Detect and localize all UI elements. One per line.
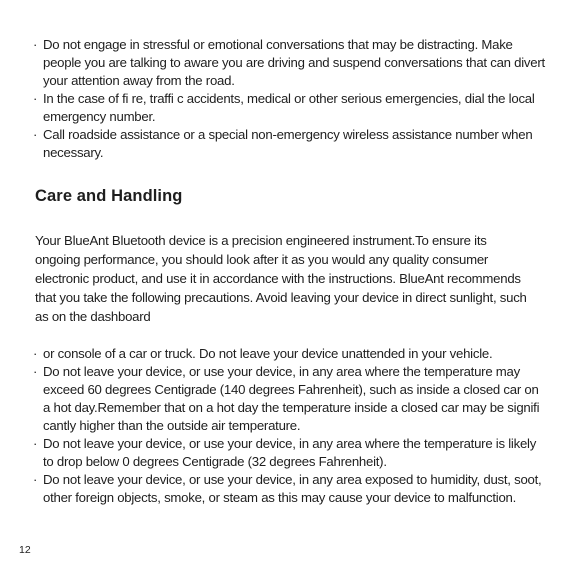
bullet-item: [33, 126, 548, 162]
bullet-dot: ·: [33, 436, 38, 451]
bullet-item: [33, 36, 548, 90]
bullet-text: Call roadside assistance or a special non-emergency wireless assistance number when necessary.: [43, 127, 533, 160]
bullet-text: or console of a car or truck. Do not leave your device unattended in your vehicle.: [43, 346, 493, 361]
bullet-dot: ·: [33, 364, 38, 379]
bullet-dot: ·: [33, 37, 38, 52]
bullet-dot: ·: [33, 91, 38, 106]
bullet-text: In the case of fi re, traffi c accidents, medical or other serious emergencies, dial the local emergency number.: [43, 91, 535, 124]
section-paragraph: Your BlueAnt Bluetooth device is a precision engineered instrument.To ensure its ongoing performance, you should look after it as you would any quality consumer electronic product, and use it in accordance with the instructions. BlueAnt recommends that you take the following precautions. Avoid leaving your device in direct sunlight, such as on the dashboard: [35, 233, 527, 324]
bullet-dot: ·: [33, 346, 38, 361]
safety-bullet-list: [33, 36, 548, 162]
bullet-dot: ·: [33, 472, 38, 487]
bullet-text: Do not engage in stressful or emotional conversations that may be distracting. Make people you are talking to aware you are driving and suspend conversations that can divert your attention away from the road.: [43, 37, 545, 88]
bullet-text: Do not leave your device, or use your device, in any area where the temperature is likely to drop below 0 degrees Centigrade (32 degrees Fahrenheit).: [43, 436, 537, 469]
section-heading: Care and Handling: [35, 187, 183, 205]
page-number: 12: [19, 544, 31, 556]
bullet-dot: ·: [33, 127, 38, 142]
bullet-item: [33, 90, 548, 126]
bullet-item: [33, 435, 548, 471]
bullet-text: Do not leave your device, or use your device, in any area where the temperature may exceed 60 degrees Centigrade (140 degrees Fahrenheit), such as inside a closed car on a hot day.Remember that on a hot day the temperature inside a closed car may be signifi cantly higher than the outside air temperature.: [43, 364, 540, 433]
bullet-item: [33, 363, 548, 435]
bullet-item: [33, 471, 548, 507]
bullet-text: Do not leave your device, or use your device, in any area exposed to humidity, dust, soot, other foreign objects, smoke, or steam as this may cause your device to malfunction.: [43, 472, 542, 505]
precaution-bullet-list: [33, 345, 548, 507]
bullet-item: [33, 345, 548, 363]
